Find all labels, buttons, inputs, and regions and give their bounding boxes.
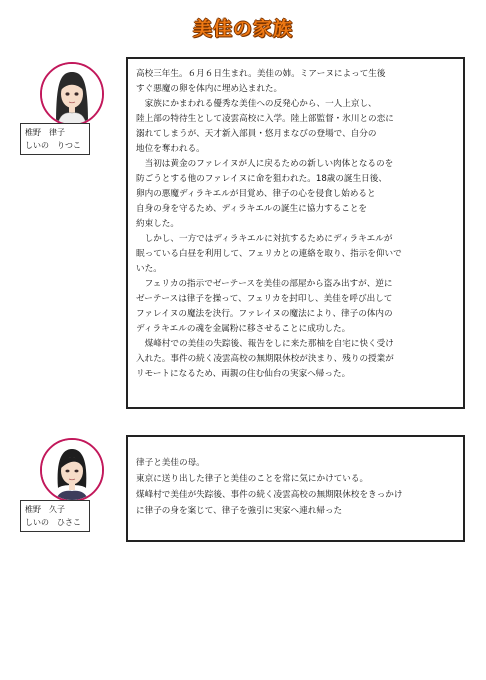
text-line: しかし、一方ではディラキエルに対抗するためにディラキエルが [144,234,393,244]
text-line: ファレイヌの魔法を決行。ファレイヌの魔法により、律子の体内の [136,309,393,319]
description-text [136,455,457,519]
text-line: 陸上部の特待生として凌雲高校に入学。陸上部監督・氷川との恋に [136,114,394,124]
text-line: 入れた。事件の続く凌雲高校の無期限休校が決まり、残りの授業が [136,354,394,364]
description-box-hisako [126,435,465,542]
description-text [136,67,457,382]
text-line: 煤峰村で美佳が失踪後、事件の続く凌雲高校の無期限休校をきっかけ [136,490,403,500]
text-line: リモートになるため、両親の住む仙台の実家へ帰った。 [136,369,351,379]
text-line: フェリカの指示でゼーテースを美佳の部屋から盗み出すが、逆に [144,279,393,289]
text-line: すぐ悪魔の卵を体内に埋め込まれた。 [136,84,283,94]
text-line: いた。 [136,264,162,274]
text-line: 地位を奪われる。 [136,144,205,154]
text-line: 防ごうとする他のファレイヌに命を狙われた。18歳の誕生日後、 [136,174,387,184]
text-line: ゼーテースは律子を操って、フェリカを封印し、美佳を呼び出して [136,294,393,304]
text-line: に律子の身を案じて、律子を強引に実家へ連れ帰った [136,506,343,516]
text-line: 高校三年生。６月６日生まれ。美佳の姉。ミアーヌによって生後 [136,69,386,79]
description-box-ritsuko [126,57,465,409]
page-title: 美佳の家族 [192,18,293,40]
text-line: 眠っている白昼を利用して、フェリカとの連絡を取り、指示を仰いで [136,249,402,259]
text-line: 煤峰村での美佳の失踪後、報告をしに来た那柚を自宅に快く受け [144,339,394,349]
text-line: 約束した。 [136,219,179,229]
text-line: 律子と美佳の母。 [136,458,205,468]
text-line: 卵内の悪魔ディラキエルが目覚め、律子の心を侵食し始めると [136,189,376,199]
avatar-hisako [40,438,104,502]
namecard-ritsuko [20,123,90,155]
text-line: 自身の身を守るため、ディラキエルの誕生に協力することを [136,204,368,214]
text-line: 溺れてしまうが、天才新入部員・悠月まなびの登場で、自分の [136,129,377,139]
portrait-hisako-icon [42,440,102,500]
portrait-ritsuko-icon [42,64,102,124]
namecard-hisako [20,500,90,532]
text-line: 家族にかまわれる優秀な美佳への反発心から、一人上京し、 [144,99,377,109]
avatar-ritsuko [40,62,104,126]
text-line: 東京に送り出した律子と美佳のことを常に気にかけている。 [136,474,369,484]
text-line: 当初は黄金のファレイヌが人に戻るための新しい肉体となるのを [144,159,394,169]
text-line: ディラキエルの魂を金属粉に移させることに成功した。 [136,324,351,334]
name-kanji: 椎野 律子 [25,128,65,137]
name-kana: しいの りつこ [25,141,81,150]
name-kanji: 椎野 久子 [25,505,65,514]
name-kana: しいの ひさこ [25,518,81,527]
